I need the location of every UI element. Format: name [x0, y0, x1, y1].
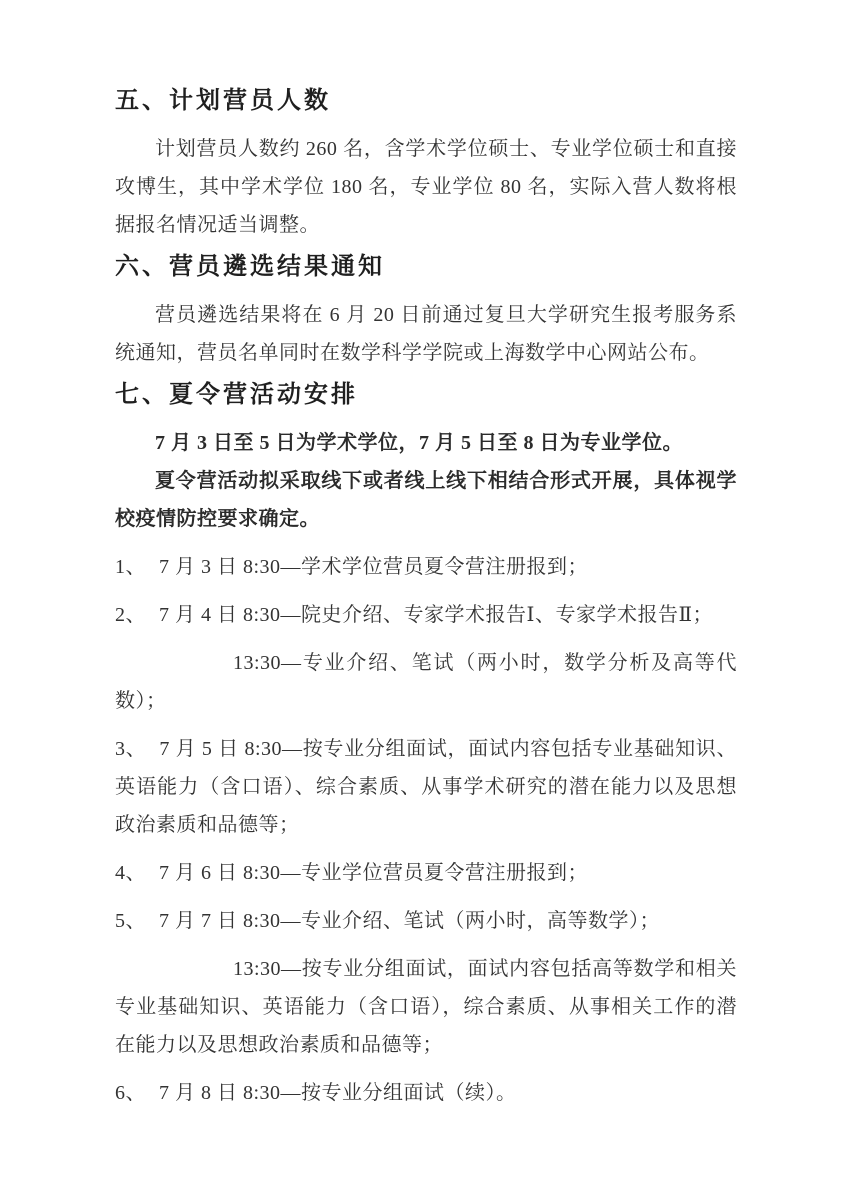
schedule-item	[115, 730, 737, 844]
schedule-item-number: 6、	[115, 1082, 146, 1104]
schedule-item	[115, 902, 737, 940]
schedule-item-text: 13:30—专业介绍、笔试（两小时，数学分析及高等代数）；	[115, 652, 737, 712]
schedule-item-text: 7 月 8 日 8:30—按专业分组面试（续）。	[159, 1082, 517, 1104]
schedule-item-continuation	[115, 644, 737, 720]
heading-selection-notice: 六、营员遴选结果通知	[115, 253, 385, 280]
para-selection-notice: 营员遴选结果将在 6 月 20 日前通过复旦大学研究生报考服务系统通知，营员名单同时在数学科学学院或上海数学中心网站公布。	[115, 304, 737, 364]
schedule-item-text: 7 月 6 日 8:30—专业学位营员夏令营注册报到；	[159, 862, 589, 884]
schedule-item-text: 7 月 7 日 8:30—专业介绍、笔试（两小时，高等数学）；	[159, 910, 661, 932]
schedule-item-number: 3、	[115, 738, 147, 760]
heading-activity-schedule: 七、夏令营活动安排	[115, 381, 358, 408]
schedule-item-number: 1、	[115, 556, 146, 578]
schedule-item-number: 5、	[115, 910, 146, 932]
schedule-item-continuation	[115, 950, 737, 1064]
schedule-item	[115, 1074, 737, 1112]
schedule-item-text: 13:30—按专业分组面试，面试内容包括高等数学和相关专业基础知识、英语能力（含口语），综合素质、从事相关工作的潜在能力以及思想政治素质和品德等；	[115, 958, 737, 1056]
schedule-item-text: 7 月 3 日 8:30—学术学位营员夏令营注册报到；	[159, 556, 589, 578]
para-schedule-dates: 7 月 3 日至 5 日为学术学位，7 月 5 日至 8 日为专业学位。	[155, 432, 683, 454]
schedule-item	[115, 854, 737, 892]
schedule-item-text: 7 月 5 日 8:30—按专业分组面试，面试内容包括专业基础知识、英语能力（含口语）、综合素质、从事学术研究的潜在能力以及思想政治素质和品德等；	[115, 738, 737, 836]
schedule-item-number: 2、	[115, 604, 146, 626]
para-activity-format: 夏令营活动拟采取线下或者线上线下相结合形式开展，具体视学校疫情防控要求确定。	[115, 470, 737, 530]
para-planned-participants: 计划营员人数约 260 名，含学术学位硕士、专业学位硕士和直接攻博生，其中学术学位 180 名，专业学位 80 名，实际入营人数将根据报名情况适当调整。	[115, 138, 737, 236]
heading-planned-participants: 五、计划营员人数	[115, 87, 331, 114]
schedule-item-number: 4、	[115, 862, 146, 884]
schedule-item-text: 7 月 4 日 8:30—院史介绍、专家学术报告Ⅰ、专家学术报告Ⅱ；	[159, 604, 714, 626]
schedule-item	[115, 548, 737, 586]
schedule-item	[115, 596, 737, 634]
